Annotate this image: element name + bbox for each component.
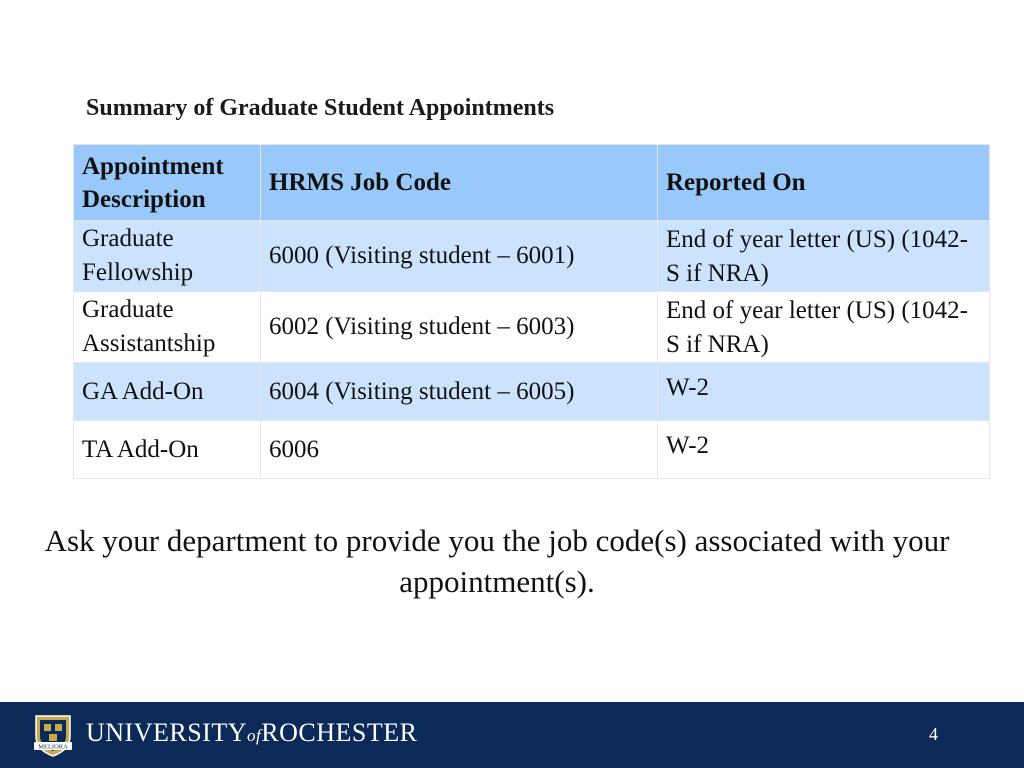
table-row — [74, 363, 990, 421]
page-number: 4 — [929, 724, 938, 744]
table-row — [74, 221, 990, 292]
table-header-row — [74, 145, 990, 221]
logo-rochester: ROCHESTER — [261, 718, 418, 747]
reported-on: W-2 — [658, 363, 990, 421]
job-code: 6000 (Visiting student – 6001) — [261, 221, 658, 292]
table-row — [74, 421, 990, 479]
reported-on: End of year letter (US) (1042-S if NRA) — [658, 221, 990, 292]
appointment-description: Graduate Assistantship — [74, 292, 261, 363]
header-reported-on: Reported On — [658, 145, 990, 221]
appointments-table — [73, 144, 990, 479]
job-code: 6002 (Visiting student – 6003) — [261, 292, 658, 363]
slide-title: Summary of Graduate Student Appointments — [86, 95, 555, 121]
appointment-description: Graduate Fellowship — [74, 221, 261, 292]
logo-university: UNIVERSITY — [86, 718, 247, 747]
header-hrms-job-code: HRMS Job Code — [261, 145, 658, 221]
job-code: 6006 — [261, 421, 658, 479]
university-seal-icon — [30, 712, 76, 758]
logo-of: of — [247, 726, 262, 745]
reported-on: W-2 — [658, 421, 990, 479]
reported-on: End of year letter (US) (1042-S if NRA) — [658, 292, 990, 363]
job-code: 6004 (Visiting student – 6005) — [261, 363, 658, 421]
footer-bar — [0, 702, 1024, 768]
header-appointment-description: Appointment Description — [74, 145, 261, 221]
appointment-description: TA Add-On — [74, 421, 261, 479]
table-row — [74, 292, 990, 363]
seal-motto: MELIORA — [38, 743, 68, 751]
appointment-description: GA Add-On — [74, 363, 261, 421]
department-note: Ask your department to provide you the job code(s) associated with your appointment(s). — [44, 523, 950, 599]
university-logo — [86, 718, 417, 748]
